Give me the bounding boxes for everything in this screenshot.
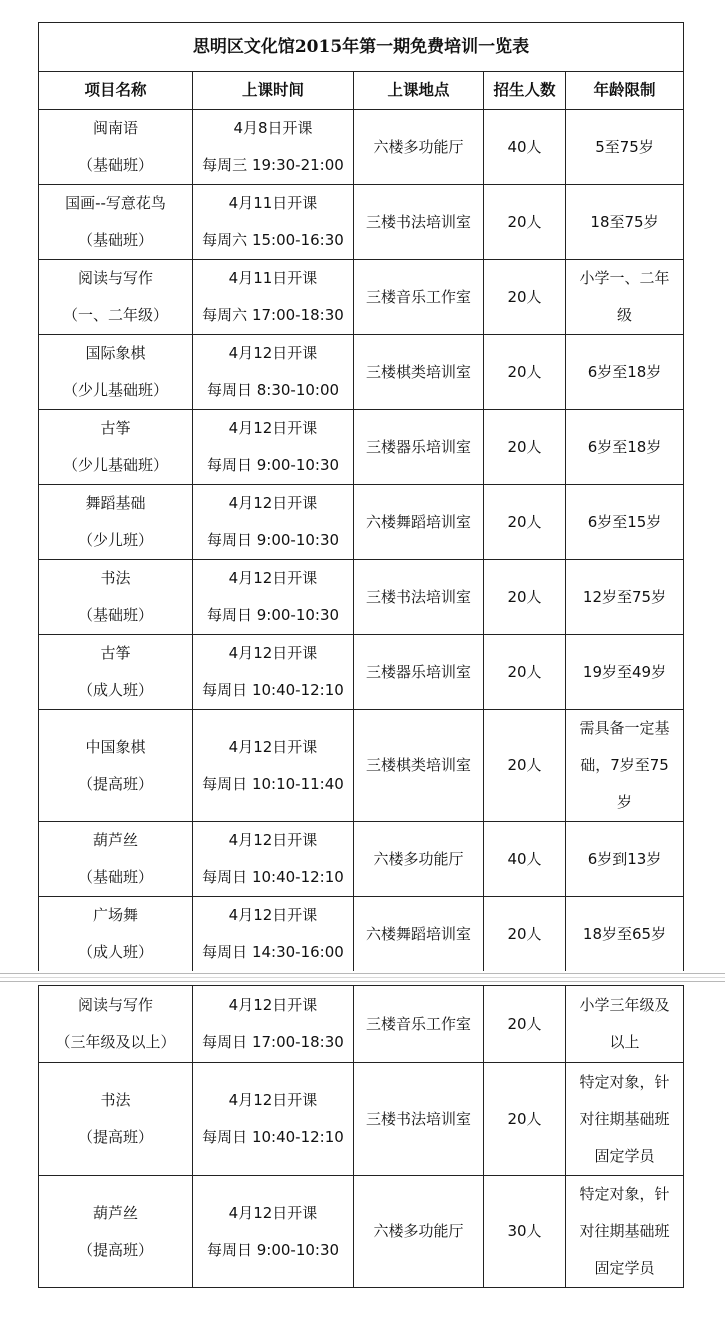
class-time-text: 4月11日开课 每周六 17:00-18:30 <box>202 269 344 324</box>
age-limit-text: 6岁到13岁 <box>587 849 662 868</box>
enrollment-cell <box>484 485 566 560</box>
age-limit-text: 5至75岁 <box>595 137 654 156</box>
location-text: 六楼多功能厅 <box>373 1222 464 1240</box>
class-time-text: 4月12日开课 每周日 9:00-10:30 <box>206 419 340 474</box>
location-cell <box>354 635 484 710</box>
age-limit-cell <box>566 260 684 335</box>
enrollment-cell <box>484 335 566 410</box>
project-name-cell <box>39 110 193 185</box>
enrollment-cell <box>484 986 566 1063</box>
enrollment-cell <box>484 185 566 260</box>
project-name-text: 国际象棋 （少儿基础班） <box>62 344 168 399</box>
table-row <box>39 822 684 897</box>
age-limit-text: 18岁至65岁 <box>582 924 667 943</box>
enrollment-text: 20人 <box>507 362 542 381</box>
enrollment-text: 20人 <box>507 587 542 606</box>
table-row <box>39 1176 684 1288</box>
location-cell <box>354 1063 484 1176</box>
location-cell <box>354 335 484 410</box>
project-name-cell <box>39 897 193 972</box>
header-row <box>39 72 684 110</box>
table-row <box>39 560 684 635</box>
table-row <box>39 335 684 410</box>
class-time-text: 4月12日开课 每周日 9:00-10:30 <box>206 569 340 624</box>
age-limit-text: 特定对象，针 对往期基础班 固定学员 <box>579 1185 670 1277</box>
table-row <box>39 260 684 335</box>
enrollment-text: 30人 <box>507 1222 542 1240</box>
class-time-text: 4月12日开课 每周日 9:00-10:30 <box>206 494 340 549</box>
project-name-text: 古筝 （成人班） <box>77 644 153 699</box>
age-limit-cell <box>566 710 684 822</box>
location-text: 三楼器乐培训室 <box>365 437 471 456</box>
class-time-cell <box>193 986 354 1063</box>
project-name-text: 闽南语 （基础班） <box>77 119 153 174</box>
project-name-cell <box>39 260 193 335</box>
project-name-text: 中国象棋 （提高班） <box>77 737 153 793</box>
age-limit-text: 特定对象，针 对往期基础班 固定学员 <box>579 1072 670 1165</box>
project-name-cell <box>39 1063 193 1176</box>
table-title: 思明区文化馆2015年第一期免费培训一览表 <box>39 23 684 72</box>
class-time-text: 4月8日开课 每周三 19:30-21:00 <box>202 119 344 174</box>
age-limit-text: 小学三年级及 以上 <box>579 996 670 1051</box>
project-name-cell <box>39 185 193 260</box>
table-row <box>39 710 684 822</box>
age-limit-text: 需具备一定基 础，7岁至75 岁 <box>579 719 670 811</box>
location-cell <box>354 1176 484 1288</box>
enrollment-cell <box>484 822 566 897</box>
location-cell <box>354 260 484 335</box>
enrollment-cell <box>484 260 566 335</box>
project-name-text: 舞蹈基础 （少儿班） <box>77 494 153 549</box>
header-age-limit: 年龄限制 <box>566 72 684 110</box>
project-name-cell <box>39 1176 193 1288</box>
enrollment-text: 20人 <box>507 437 542 456</box>
enrollment-text: 20人 <box>507 662 542 681</box>
header-class-time: 上课时间 <box>193 72 354 110</box>
project-name-cell <box>39 485 193 560</box>
age-limit-cell <box>566 335 684 410</box>
location-cell <box>354 560 484 635</box>
project-name-text: 书法 （基础班） <box>77 569 153 624</box>
age-limit-text: 12岁至75岁 <box>582 587 667 606</box>
class-time-cell <box>193 1176 354 1288</box>
location-cell <box>354 485 484 560</box>
table-row <box>39 897 684 972</box>
class-time-text: 4月12日开课 每周日 10:40-12:10 <box>202 644 344 699</box>
class-time-text: 4月12日开课 每周日 9:00-10:30 <box>206 1203 340 1259</box>
location-text: 三楼书法培训室 <box>365 212 471 231</box>
location-text: 三楼棋类培训室 <box>365 362 471 381</box>
enrollment-cell <box>484 897 566 972</box>
enrollment-text: 20人 <box>507 512 542 531</box>
project-name-text: 阅读与写作 （三年级及以上） <box>55 996 176 1051</box>
enrollment-cell <box>484 1176 566 1288</box>
project-name-cell <box>39 410 193 485</box>
class-time-cell <box>193 485 354 560</box>
table-row <box>39 185 684 260</box>
enrollment-cell <box>484 1063 566 1176</box>
location-text: 三楼音乐工作室 <box>365 287 471 306</box>
table-row <box>39 485 684 560</box>
location-cell <box>354 110 484 185</box>
age-limit-cell <box>566 485 684 560</box>
enrollment-text: 40人 <box>507 137 542 156</box>
project-name-cell <box>39 635 193 710</box>
location-text: 六楼舞蹈培训室 <box>365 924 471 943</box>
class-time-text: 4月12日开课 每周日 14:30-16:00 <box>202 906 344 961</box>
schedule-table-page-1 <box>38 22 684 972</box>
age-limit-cell <box>566 635 684 710</box>
class-time-text: 4月12日开课 每周日 8:30-10:00 <box>206 344 340 399</box>
location-cell <box>354 710 484 822</box>
enrollment-text: 20人 <box>507 287 542 306</box>
header-enrollment: 招生人数 <box>484 72 566 110</box>
project-name-text: 葫芦丝 （提高班） <box>77 1203 153 1259</box>
class-time-cell <box>193 822 354 897</box>
project-name-cell <box>39 986 193 1063</box>
location-text: 三楼棋类培训室 <box>365 756 471 774</box>
title-row <box>39 23 684 72</box>
age-limit-text: 6岁至18岁 <box>587 362 662 381</box>
age-limit-cell <box>566 560 684 635</box>
age-limit-cell <box>566 822 684 897</box>
location-text: 三楼书法培训室 <box>365 587 471 606</box>
age-limit-text: 小学一、二年 级 <box>579 269 670 324</box>
location-text: 三楼书法培训室 <box>365 1109 471 1128</box>
schedule-table-page-2 <box>38 985 684 1288</box>
table-row <box>39 635 684 710</box>
class-time-text: 4月11日开课 每周六 15:00-16:30 <box>202 194 344 249</box>
class-time-cell <box>193 1063 354 1176</box>
project-name-text: 阅读与写作 （一、二年级） <box>62 269 168 324</box>
header-project-name: 项目名称 <box>39 72 193 110</box>
enrollment-text: 20人 <box>507 924 542 943</box>
age-limit-cell <box>566 110 684 185</box>
age-limit-text: 6岁至18岁 <box>587 437 662 456</box>
table-row <box>39 986 684 1063</box>
project-name-cell <box>39 560 193 635</box>
age-limit-cell <box>566 897 684 972</box>
project-name-text: 葫芦丝 （基础班） <box>77 831 153 886</box>
enrollment-text: 40人 <box>507 849 542 868</box>
class-time-text: 4月12日开课 每周日 10:40-12:10 <box>202 1091 344 1146</box>
class-time-cell <box>193 710 354 822</box>
enrollment-cell <box>484 710 566 822</box>
enrollment-text: 20人 <box>507 1109 542 1128</box>
class-time-cell <box>193 335 354 410</box>
age-limit-cell <box>566 185 684 260</box>
age-limit-cell <box>566 1063 684 1176</box>
table-row <box>39 1063 684 1176</box>
location-text: 六楼多功能厅 <box>373 137 464 156</box>
header-class-location: 上课地点 <box>354 72 484 110</box>
age-limit-cell <box>566 986 684 1063</box>
class-time-cell <box>193 185 354 260</box>
age-limit-text: 19岁至49岁 <box>582 662 667 681</box>
table-row <box>39 410 684 485</box>
enrollment-text: 20人 <box>507 756 542 774</box>
class-time-cell <box>193 110 354 185</box>
location-text: 三楼音乐工作室 <box>365 1014 471 1033</box>
age-limit-cell <box>566 410 684 485</box>
enrollment-text: 20人 <box>507 212 542 231</box>
class-time-text: 4月12日开课 每周日 10:40-12:10 <box>202 831 344 886</box>
age-limit-cell <box>566 1176 684 1288</box>
enrollment-text: 20人 <box>507 1014 542 1033</box>
enrollment-cell <box>484 110 566 185</box>
project-name-cell <box>39 710 193 822</box>
location-cell <box>354 986 484 1063</box>
table-row <box>39 110 684 185</box>
location-cell <box>354 822 484 897</box>
project-name-cell <box>39 335 193 410</box>
project-name-text: 古筝 （少儿基础班） <box>62 419 168 474</box>
class-time-cell <box>193 260 354 335</box>
enrollment-cell <box>484 560 566 635</box>
class-time-cell <box>193 897 354 972</box>
age-limit-text: 6岁至15岁 <box>587 512 662 531</box>
location-cell <box>354 185 484 260</box>
page-break-separator <box>0 971 725 984</box>
project-name-cell <box>39 822 193 897</box>
location-cell <box>354 410 484 485</box>
project-name-text: 书法 （提高班） <box>77 1091 153 1146</box>
enrollment-cell <box>484 635 566 710</box>
class-time-cell <box>193 635 354 710</box>
class-time-cell <box>193 560 354 635</box>
class-time-text: 4月12日开课 每周日 10:10-11:40 <box>202 737 344 793</box>
location-cell <box>354 897 484 972</box>
location-text: 六楼舞蹈培训室 <box>365 512 471 531</box>
location-text: 三楼器乐培训室 <box>365 662 471 681</box>
enrollment-cell <box>484 410 566 485</box>
class-time-text: 4月12日开课 每周日 17:00-18:30 <box>202 996 344 1051</box>
project-name-text: 国画--写意花鸟 （基础班） <box>65 194 166 249</box>
age-limit-text: 18至75岁 <box>590 212 659 231</box>
location-text: 六楼多功能厅 <box>373 849 464 868</box>
project-name-text: 广场舞 （成人班） <box>77 906 153 961</box>
class-time-cell <box>193 410 354 485</box>
